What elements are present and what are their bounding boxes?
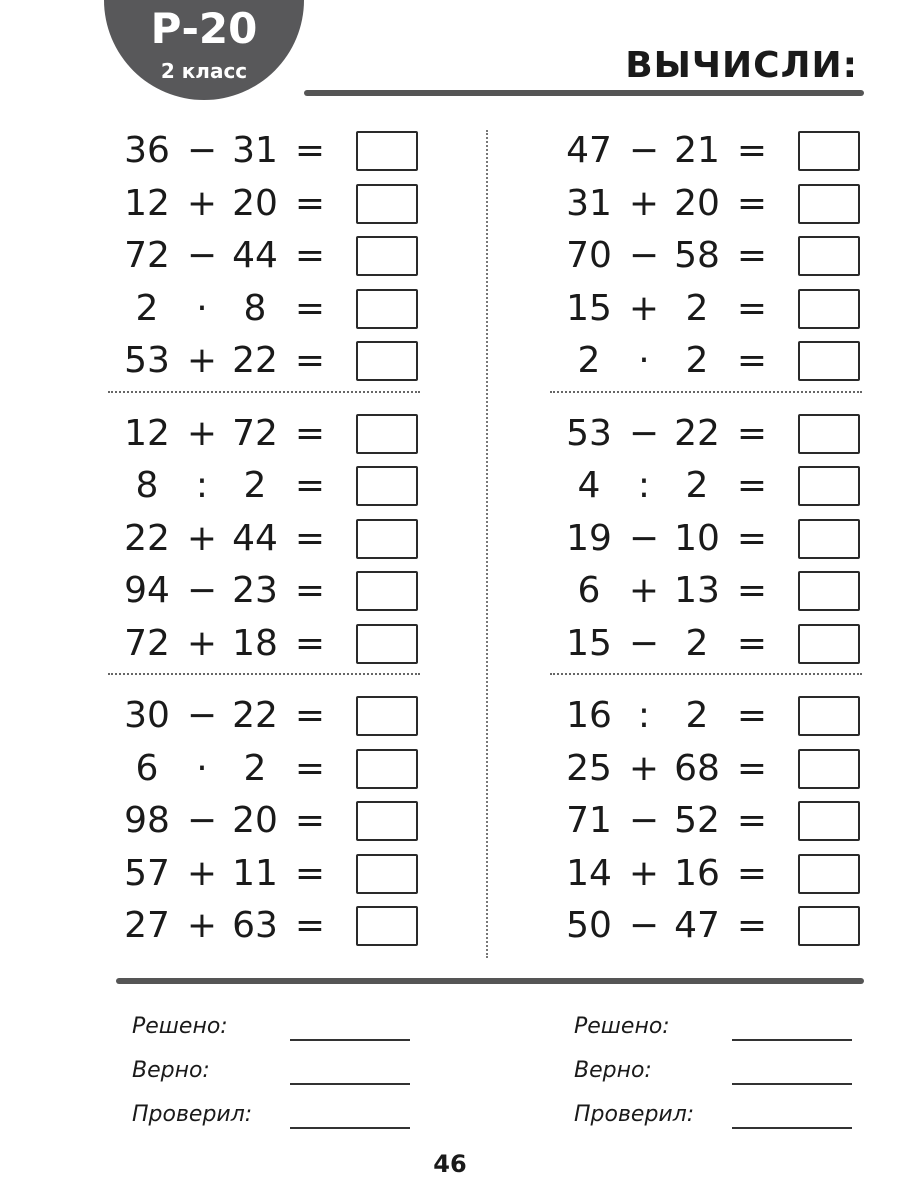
equals-sign: = bbox=[736, 340, 768, 381]
operator: + bbox=[186, 622, 218, 664]
solved-line bbox=[574, 1010, 854, 1054]
operator: − bbox=[628, 130, 660, 171]
answer-box[interactable] bbox=[356, 289, 418, 329]
equals-sign: = bbox=[736, 905, 768, 946]
first-operand: 8 bbox=[135, 465, 159, 506]
equals-sign: = bbox=[736, 852, 768, 894]
exercise-code: Р-20 bbox=[150, 4, 258, 53]
second-operand: 20 bbox=[674, 182, 720, 224]
signature-block-left bbox=[132, 1010, 412, 1142]
answer-box[interactable] bbox=[798, 801, 860, 841]
first-operand: 25 bbox=[566, 747, 612, 789]
second-operand: 13 bbox=[674, 570, 720, 611]
correct-line bbox=[574, 1054, 854, 1098]
first-operand: 53 bbox=[566, 412, 612, 454]
answer-box[interactable] bbox=[356, 696, 418, 736]
equals-sign: = bbox=[294, 695, 326, 736]
solved-line bbox=[132, 1010, 412, 1054]
second-operand: 44 bbox=[232, 517, 278, 559]
answer-box[interactable] bbox=[356, 571, 418, 611]
second-operand: 22 bbox=[232, 695, 278, 736]
first-operand: 98 bbox=[124, 800, 170, 841]
operator: − bbox=[628, 235, 660, 276]
answer-box[interactable] bbox=[356, 236, 418, 276]
first-operand: 2 bbox=[135, 287, 159, 329]
equals-sign: = bbox=[294, 465, 326, 506]
first-operand: 12 bbox=[124, 182, 170, 224]
second-operand: 2 bbox=[685, 465, 709, 506]
equals-sign: = bbox=[294, 517, 326, 559]
equals-sign: = bbox=[294, 287, 326, 329]
equals-sign: = bbox=[294, 235, 326, 276]
equals-sign: = bbox=[736, 287, 768, 329]
answer-box[interactable] bbox=[356, 906, 418, 946]
answer-box[interactable] bbox=[798, 184, 860, 224]
equals-sign: = bbox=[736, 695, 768, 736]
first-operand: 6 bbox=[577, 570, 601, 611]
answer-box[interactable] bbox=[356, 341, 418, 381]
equals-sign: = bbox=[736, 747, 768, 789]
first-operand: 14 bbox=[566, 852, 612, 894]
checked-line bbox=[132, 1098, 412, 1142]
operator: − bbox=[628, 412, 660, 454]
operator: − bbox=[186, 570, 218, 611]
first-operand: 15 bbox=[566, 622, 612, 664]
answer-box[interactable] bbox=[356, 624, 418, 664]
solved-blank[interactable] bbox=[732, 1039, 852, 1041]
operator: · bbox=[196, 287, 208, 329]
operator: + bbox=[628, 852, 660, 894]
second-operand: 52 bbox=[674, 800, 720, 841]
first-operand: 4 bbox=[577, 465, 601, 506]
operator: : bbox=[195, 465, 209, 506]
first-operand: 27 bbox=[124, 905, 170, 946]
second-operand: 23 bbox=[232, 570, 278, 611]
answer-box[interactable] bbox=[356, 801, 418, 841]
answer-box[interactable] bbox=[798, 571, 860, 611]
operator: + bbox=[628, 747, 660, 789]
checked-label: Проверил: bbox=[574, 1102, 695, 1127]
operator: + bbox=[186, 412, 218, 454]
operator: + bbox=[186, 182, 218, 224]
equals-sign: = bbox=[294, 570, 326, 611]
answer-box[interactable] bbox=[356, 466, 418, 506]
equals-sign: = bbox=[736, 800, 768, 841]
answer-box[interactable] bbox=[356, 131, 418, 171]
operator: + bbox=[628, 570, 660, 611]
first-operand: 71 bbox=[566, 800, 612, 841]
page-number: 46 bbox=[433, 1150, 467, 1178]
answer-box[interactable] bbox=[356, 519, 418, 559]
checked-blank[interactable] bbox=[290, 1127, 410, 1129]
second-operand: 47 bbox=[674, 905, 720, 946]
grade-label: 2 класс bbox=[160, 59, 248, 83]
solved-label: Решено: bbox=[132, 1014, 228, 1039]
answer-box[interactable] bbox=[798, 696, 860, 736]
correct-label: Верно: bbox=[574, 1058, 652, 1083]
second-operand: 2 bbox=[685, 622, 709, 664]
answer-box[interactable] bbox=[356, 854, 418, 894]
second-operand: 72 bbox=[232, 412, 278, 454]
correct-blank[interactable] bbox=[290, 1083, 410, 1085]
second-operand: 31 bbox=[232, 130, 278, 171]
operator: · bbox=[638, 340, 650, 381]
solved-label: Решено: bbox=[574, 1014, 670, 1039]
column-divider bbox=[486, 130, 488, 958]
checked-line bbox=[574, 1098, 854, 1142]
first-operand: 16 bbox=[566, 695, 612, 736]
operator: + bbox=[186, 517, 218, 559]
answer-box[interactable] bbox=[798, 414, 860, 454]
operator: − bbox=[186, 130, 218, 171]
answer-box[interactable] bbox=[356, 749, 418, 789]
second-operand: 18 bbox=[232, 622, 278, 664]
checked-blank[interactable] bbox=[732, 1127, 852, 1129]
operator: − bbox=[186, 800, 218, 841]
operator: · bbox=[196, 747, 208, 789]
second-operand: 2 bbox=[243, 465, 267, 506]
page-heading: ВЫЧИСЛИ: bbox=[625, 45, 858, 86]
operator: + bbox=[186, 852, 218, 894]
equals-sign: = bbox=[294, 622, 326, 664]
second-operand: 68 bbox=[674, 747, 720, 789]
first-operand: 12 bbox=[124, 412, 170, 454]
second-operand: 44 bbox=[232, 235, 278, 276]
exercise-badge bbox=[104, 0, 304, 100]
equals-sign: = bbox=[294, 182, 326, 224]
second-operand: 58 bbox=[674, 235, 720, 276]
first-operand: 94 bbox=[124, 570, 170, 611]
answer-box[interactable] bbox=[798, 341, 860, 381]
second-operand: 63 bbox=[232, 905, 278, 946]
equals-sign: = bbox=[736, 570, 768, 611]
operator: : bbox=[637, 695, 651, 736]
first-operand: 19 bbox=[566, 517, 612, 559]
first-operand: 22 bbox=[124, 517, 170, 559]
second-operand: 2 bbox=[243, 747, 267, 789]
equals-sign: = bbox=[294, 747, 326, 789]
first-operand: 36 bbox=[124, 130, 170, 171]
first-operand: 57 bbox=[124, 852, 170, 894]
first-operand: 50 bbox=[566, 905, 612, 946]
operator: : bbox=[637, 465, 651, 506]
answer-box[interactable] bbox=[798, 906, 860, 946]
second-operand: 10 bbox=[674, 517, 720, 559]
first-operand: 30 bbox=[124, 695, 170, 736]
answer-box[interactable] bbox=[798, 289, 860, 329]
operator: − bbox=[628, 622, 660, 664]
top-rule bbox=[304, 90, 864, 96]
answer-box[interactable] bbox=[798, 236, 860, 276]
second-operand: 2 bbox=[685, 695, 709, 736]
equals-sign: = bbox=[736, 465, 768, 506]
signature-block-right bbox=[574, 1010, 854, 1142]
second-operand: 20 bbox=[232, 800, 278, 841]
first-operand: 31 bbox=[566, 182, 612, 224]
equals-sign: = bbox=[294, 905, 326, 946]
checked-label: Проверил: bbox=[132, 1102, 253, 1127]
first-operand: 15 bbox=[566, 287, 612, 329]
second-operand: 22 bbox=[674, 412, 720, 454]
second-operand: 11 bbox=[232, 852, 278, 894]
first-operand: 2 bbox=[577, 340, 601, 381]
operator: + bbox=[628, 287, 660, 329]
bottom-rule bbox=[116, 978, 864, 984]
equals-sign: = bbox=[736, 182, 768, 224]
equals-sign: = bbox=[736, 412, 768, 454]
answer-box[interactable] bbox=[356, 414, 418, 454]
answer-box[interactable] bbox=[798, 749, 860, 789]
operator: − bbox=[628, 905, 660, 946]
second-operand: 2 bbox=[685, 287, 709, 329]
second-operand: 20 bbox=[232, 182, 278, 224]
answer-box[interactable] bbox=[798, 466, 860, 506]
second-operand: 2 bbox=[685, 340, 709, 381]
correct-label: Верно: bbox=[132, 1058, 210, 1083]
operator: − bbox=[186, 235, 218, 276]
first-operand: 72 bbox=[124, 622, 170, 664]
second-operand: 22 bbox=[232, 340, 278, 381]
answer-box[interactable] bbox=[798, 624, 860, 664]
correct-blank[interactable] bbox=[732, 1083, 852, 1085]
first-operand: 47 bbox=[566, 130, 612, 171]
operator: + bbox=[628, 182, 660, 224]
operator: − bbox=[628, 517, 660, 559]
equals-sign: = bbox=[736, 622, 768, 664]
second-operand: 16 bbox=[674, 852, 720, 894]
answer-box[interactable] bbox=[798, 854, 860, 894]
answer-box[interactable] bbox=[798, 519, 860, 559]
equals-sign: = bbox=[294, 412, 326, 454]
first-operand: 6 bbox=[135, 747, 159, 789]
answer-box[interactable] bbox=[356, 184, 418, 224]
second-operand: 8 bbox=[243, 287, 267, 329]
equals-sign: = bbox=[294, 852, 326, 894]
operator: − bbox=[628, 800, 660, 841]
equals-sign: = bbox=[736, 517, 768, 559]
equals-sign: = bbox=[294, 340, 326, 381]
equals-sign: = bbox=[294, 130, 326, 171]
operator: + bbox=[186, 905, 218, 946]
first-operand: 72 bbox=[124, 235, 170, 276]
second-operand: 21 bbox=[674, 130, 720, 171]
equals-sign: = bbox=[736, 130, 768, 171]
operator: + bbox=[186, 340, 218, 381]
operator: − bbox=[186, 695, 218, 736]
equals-sign: = bbox=[294, 800, 326, 841]
first-operand: 70 bbox=[566, 235, 612, 276]
first-operand: 53 bbox=[124, 340, 170, 381]
equals-sign: = bbox=[736, 235, 768, 276]
correct-line bbox=[132, 1054, 412, 1098]
answer-box[interactable] bbox=[798, 131, 860, 171]
solved-blank[interactable] bbox=[290, 1039, 410, 1041]
